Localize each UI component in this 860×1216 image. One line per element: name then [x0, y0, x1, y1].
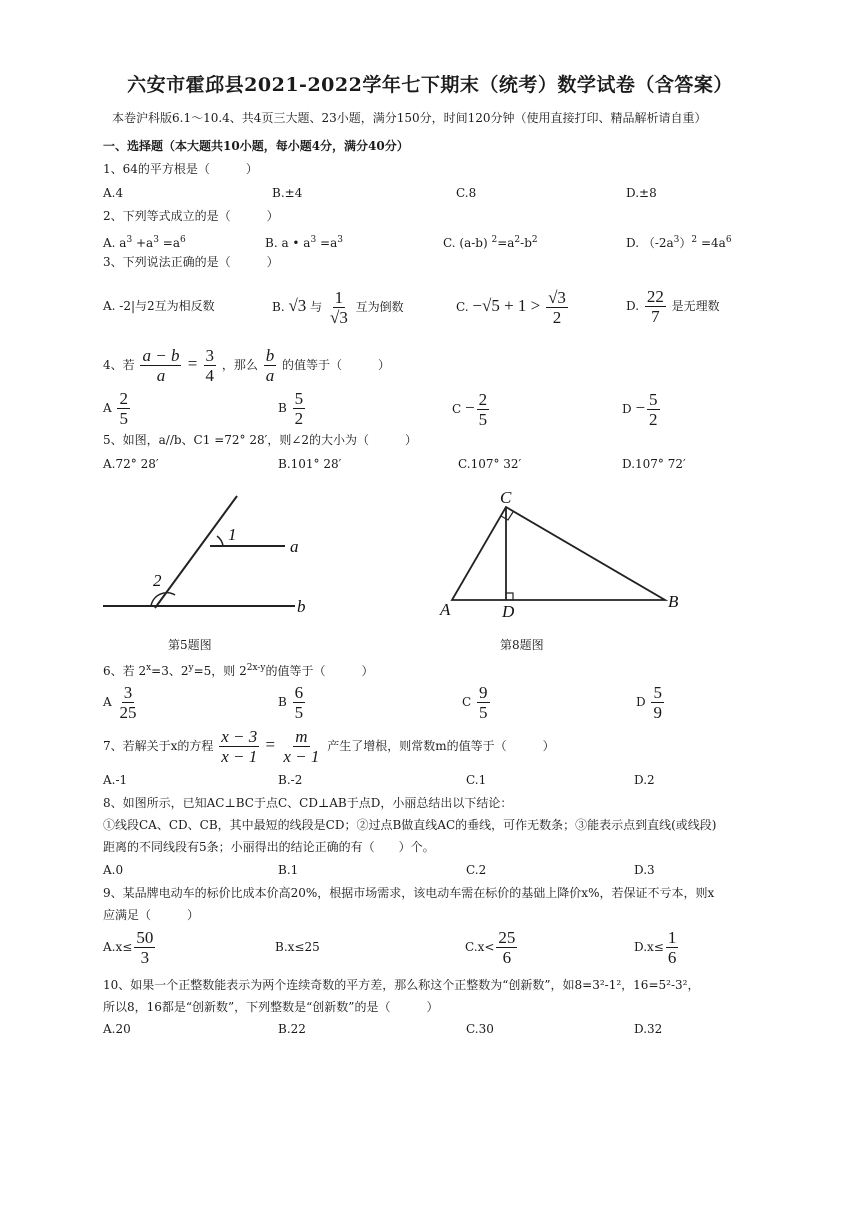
fig5-label-2: 2	[153, 571, 162, 590]
q4-stem: 4、若 $\frac{a - b}{a}$ = $\frac{3}{4}$ ，那么 $\frac{b}{a}$ 的值等于（ ）	[103, 346, 391, 385]
fig8-label-d: D	[502, 602, 515, 621]
q1-option-a: A.4	[103, 186, 124, 200]
q1-option-b: B.±4	[272, 186, 303, 200]
q8-option-b: B.1	[278, 863, 299, 877]
q7-option-d: D.2	[634, 773, 655, 787]
section-heading: 一、选择题（本大题共10小题，每小题4分，满分40分）	[103, 139, 409, 153]
exam-intro: 本卷沪科版6.1～10.4、共4页三大题、23小题，满分150分，时间120分钟（使用直接打印、精品解析请自重）	[112, 111, 707, 125]
q6-option-d: D $\frac{5}{9}$	[636, 683, 662, 722]
q6-option-b: B $\frac{6}{5}$	[278, 683, 304, 722]
fig5-label-b: b	[297, 597, 306, 616]
q5-stem: 5、如图，a//b、C1 =72° 28′，则∠2的大小为（ ）	[103, 433, 418, 447]
fig8-label-b: B	[668, 592, 679, 611]
q2-option-c: C. (a-b) $^2=a^2-b^2$	[443, 235, 538, 250]
q7-stem: 7、若解关于x的方程 $\frac{x - 3}{x - 1}$ = $\frac{m}{x - 1}$ 产生了增根，则常数m的值等于（ ）	[103, 727, 555, 766]
q4-option-c: C − $\frac{2}{5}$	[452, 390, 488, 429]
figure-8-caption: 第8题图	[500, 638, 544, 652]
q9-option-a: A.x≤ $\frac{50}{3}$	[103, 928, 154, 967]
q3-option-b: B. √3 与 $\frac{1}{√3}$ 互为倒数	[272, 288, 404, 327]
figure-5-parallel-lines	[95, 490, 320, 630]
q6-option-a: A $\frac{3}{25}$	[103, 683, 137, 722]
q1-option-d: D.±8	[626, 186, 657, 200]
q4-option-b: B $\frac{5}{2}$	[278, 389, 304, 428]
q2-stem: 2、下列等式成立的是（ ）	[103, 209, 279, 223]
q3-option-c: C. −√5 + 1 > $\frac{√3}{2}$	[456, 288, 566, 327]
q5-option-b: B.101° 28′	[278, 457, 342, 471]
q3-option-d: D. $\frac{22}{7}$ 是无理数	[626, 287, 720, 326]
q8-stem: 8、如图所示，已知AC⊥BC于点C、CD⊥AB于点D，小丽总结出以下结论：	[103, 796, 513, 810]
fig8-label-a: A	[440, 600, 451, 619]
q6-option-c: C $\frac{9}{5}$	[462, 683, 488, 722]
q3-stem: 3、下列说法正确的是（ ）	[103, 255, 279, 269]
q2-option-d: D. $(-2a^3)^2 =4a^6$	[626, 235, 732, 250]
fig5-label-1: 1	[228, 525, 237, 544]
fig8-label-c: C	[500, 488, 512, 507]
q3-option-a: A. -2|与2互为相反数	[103, 299, 215, 313]
q2-option-b: B. a • $a^3 =a^3$	[265, 235, 343, 250]
q8-option-d: D.3	[634, 863, 655, 877]
q9-stem: 9、某品牌电动车的标价比成本价高20%，根据市场需求，该电动车需在标价的基础上降价x%，若保证不亏本，则x	[103, 886, 715, 900]
q1-option-c: C.8	[456, 186, 477, 200]
q8-option-c: C.2	[466, 863, 487, 877]
figure-5-caption: 第5题图	[168, 638, 212, 652]
figure-8-right-triangle	[430, 485, 690, 625]
q5-option-c: C.107° 32′	[458, 457, 522, 471]
q7-option-b: B.-2	[278, 773, 303, 787]
q9-option-d: D.x≤ $\frac{1}{6}$	[634, 928, 677, 967]
q8-line-2: ①线段CA、CD、CB，其中最短的线段是CD；②过点B做直线AC的垂线，可作无数条；③能表示点到直线(或线段)	[103, 818, 717, 832]
q7-option-a: A.-1	[103, 773, 128, 787]
q9-option-b: B.x≤25	[275, 940, 320, 954]
q10-line-2: 所以8，16都是“创新数”，下列整数是“创新数”的是（ ）	[103, 1000, 439, 1014]
q10-option-d: D.32	[634, 1022, 663, 1036]
q4-option-d: D − $\frac{5}{2}$	[622, 390, 658, 429]
page-title: 六安市霍邱县2021-2022学年七下期末（统考）数学试卷（含答案）	[127, 74, 733, 96]
q9-option-c: C.x< $\frac{25}{6}$	[465, 928, 516, 967]
q1-stem: 1、64的平方根是（ ）	[103, 162, 258, 176]
q8-option-a: A.0	[103, 863, 124, 877]
q8-line-3: 距离的不同线段有5条；小丽得出的结论正确的有（ ）个。	[103, 840, 435, 854]
fig5-label-a: a	[290, 537, 299, 556]
q5-option-d: D.107° 72′	[622, 457, 686, 471]
q6-stem: 6、若 $2^x=3$、$2^y=5$，则 $2^{2x-y}$的值等于（ ）	[103, 663, 374, 678]
q10-stem: 10、如果一个正整数能表示为两个连续奇数的平方差，那么称这个正整数为“创新数”，如8=3²-1²，16=5²-3²，	[103, 978, 700, 992]
q10-option-a: A.20	[103, 1022, 131, 1036]
q7-option-c: C.1	[466, 773, 487, 787]
q5-option-a: A.72° 28′	[103, 457, 159, 471]
q10-option-b: B.22	[278, 1022, 306, 1036]
q10-option-c: C.30	[466, 1022, 494, 1036]
q2-option-a: A. $a^3 +a^3 =a^6$	[103, 235, 186, 250]
q9-line-2: 应满足（ ）	[103, 908, 200, 922]
q4-option-a: A $\frac{2}{5}$	[103, 389, 128, 428]
